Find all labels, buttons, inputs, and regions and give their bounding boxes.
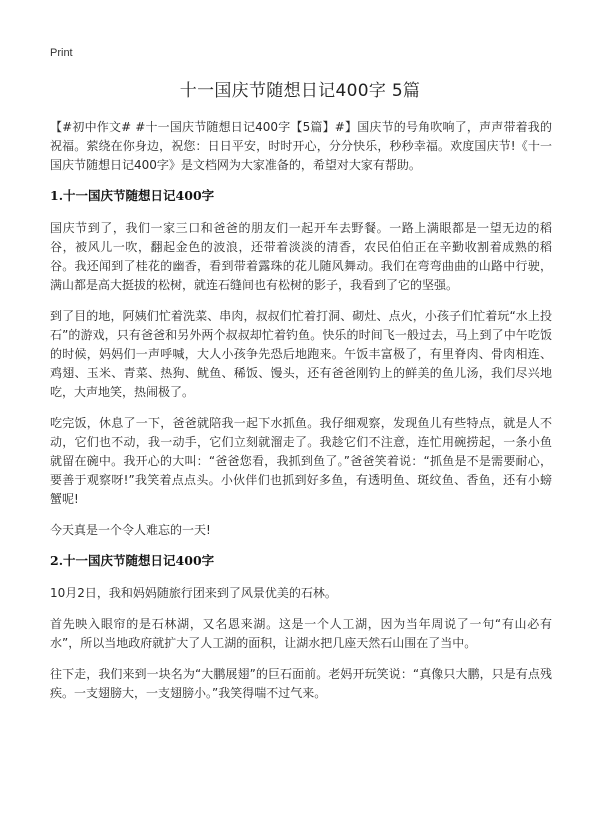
section-heading-1: 1.十一国庆节随想日记400字 (50, 188, 215, 203)
section-1-paragraph-1: 国庆节到了，我们一家三口和爸爸的朋友们一起开车去野餐。一路上满眼都是一望无边的稻谷，被风儿一吹，翻起金色的波浪，还带着淡淡的清香，农民伯伯正在辛勤收割着成熟的稻谷。我还闻到了桂花的幽香，看到带着露珠的花儿随风舞动。我们在弯弯曲曲的山路中行驶，满山都是高大挺拔的松树，就连石缝间也有松树的影子，我看到了它的坚强。 (50, 221, 552, 292)
section-1-paragraph-4: 今天真是一个令人难忘的一天! (50, 523, 211, 537)
section-2-paragraph-3: 往下走，我们来到一块名为“大鹏展翅”的巨石面前。老妈开玩笑说：“真像只大鹏，只是有点残疾。一支翅膀大，一支翅膀小。”我笑得喘不过气来。 (50, 667, 552, 700)
section-1-paragraph-2: 到了目的地，阿姨们忙着洗菜、串肉，叔叔们忙着打洞、砌灶、点火，小孩子们忙着玩“水上投石”的游戏，只有爸爸和另外两个叔叔却忙着钓鱼。快乐的时间飞一般过去，马上到了中午吃饭的时候，妈妈们一声呼喊，大人小孩争先恐后地跑来。午饭丰富极了，有里脊肉、骨肉相连、鸡翅、玉米、青菜、热狗、鱿鱼、稀饭、馒头，还有爸爸刚钓上的鲜美的鱼儿汤，我们尽兴地吃，大声地笑，热闹极了。 (50, 309, 552, 399)
article-body (50, 118, 552, 715)
section-heading-2: 2.十一国庆节随想日记400字 (50, 553, 215, 568)
intro-paragraph: 【#初中作文# #十一国庆节随想日记400字【5篇】#】国庆节的号角吹响了，声声带着我的祝福。萦绕在你身边，祝您：日日平安，时时开心，分分快乐，秒秒幸福。欢度国庆节!《十一国庆节随想日记400字》是文档网为大家准备的，希望对大家有帮助。 (50, 120, 552, 172)
page-title: 十一国庆节随想日记400字 5篇 (179, 81, 421, 101)
section-2-paragraph-1: 10月2日，我和妈妈随旅行团来到了风景优美的石林。 (50, 586, 337, 600)
section-1-paragraph-3: 吃完饭，休息了一下，爸爸就陪我一起下水抓鱼。我仔细观察，发现鱼儿有些特点，就是人不动，它们也不动，我一动手，它们立刻就溜走了。我趁它们不注意，连忙用碗捞起，一条小鱼就留在碗中。我开心的大叫：“爸爸您看，我抓到鱼了。”爸爸笑着说：“抓鱼是不是需要耐心，要善于观察呀!”我笑着点点头。小伙伴们也抓到好多鱼，有透明鱼、斑纹鱼、香鱼，还有小螃蟹呢! (50, 416, 552, 506)
section-2-paragraph-2: 首先映入眼帘的是石林湖，又名恩来湖。这是一个人工湖，因为当年周说了一句“有山必有水”，所以当地政府就扩大了人工湖的面积，让湖水把几座天然石山围在了当中。 (50, 617, 552, 650)
print-link[interactable]: Print (50, 47, 73, 59)
